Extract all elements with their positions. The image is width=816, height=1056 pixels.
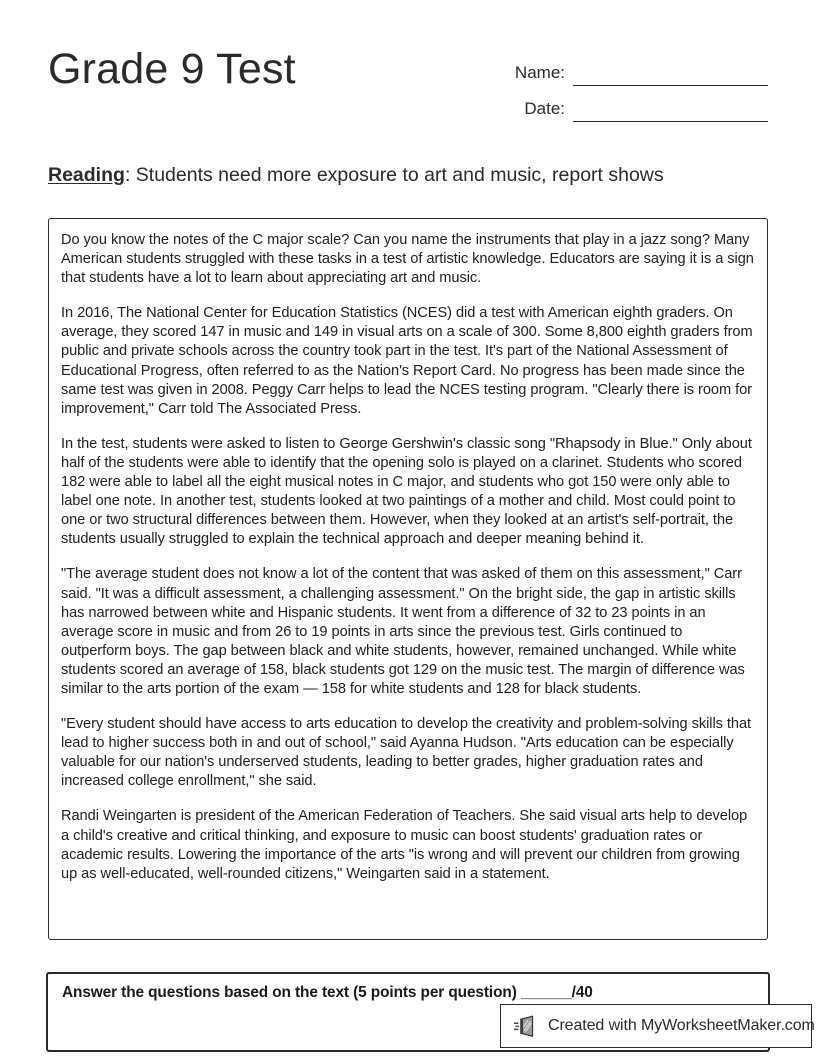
passage-paragraph: In 2016, The National Center for Education Statistics (NCES) did a test with American eighth graders. On average, they scored 147 in music and 149 in visual arts on a scale of 300. Some 8,800 eighth graders from public and private schools across the country took part in the test. It's part of the National Assessment of Educational Progress, often referred to as the Nation's Report Card. No progress has been made since the same test was given in 2008. Peggy Carr helps to lead the NCES testing program. "Clearly there is room for improvement," Carr told The Associated Press.: [61, 305, 753, 417]
student-info-fields: [458, 50, 768, 122]
date-field-row: [458, 86, 768, 122]
name-field-row: [458, 50, 768, 86]
passage-paragraph: "The average student does not know a lot of the content that was asked of them on this assessment," Carr said. "It was a difficult assessment, a challenging assessment." On the bright side, the gap in artistic skills has narrowed between white and Hispanic students. It went from a difference of 32 to 23 points in an average score in music and from 26 to 19 points in arts since the previous test. Girls continued to outperform boys. The gap between black and white students, however, remained unchanged. While white students scored an average of 158, black students got 129 on the music test. The margin of difference was similar to the arts portion of the exam — 158 for white students and 128 for black students.: [61, 566, 745, 697]
passage-paragraph: Randi Weingarten is president of the American Federation of Teachers. She said visual arts help to develop a child's creative and critical thinking, and exposure to music can boost students' graduation rates or academic results. Lowering the importance of the arts "is wrong and will prevent our children from growing up as well-educated, well-rounded citizens," Weingarten said in a statement.: [61, 808, 748, 882]
answer-instruction-text: Answer the questions based on the text (5 points per question) ______/40: [62, 984, 593, 1001]
section-separator: :: [124, 164, 136, 186]
page-title: Grade 9 Test: [48, 45, 296, 93]
passage-paragraph: Do you know the notes of the C major scale? Can you name the instruments that play in a jazz song? Many American students struggled with these tasks in a test of artistic knowledge. Educators are saying it is a sign that students have a lot to learn about appreciating art and music.: [61, 232, 754, 287]
date-input-line[interactable]: [573, 95, 768, 122]
watermark-text: Created with MyWorksheetMaker.com: [548, 1017, 815, 1034]
page-header: [48, 40, 768, 130]
passage-paragraph: In the test, students were asked to listen to George Gershwin's classic song "Rhapsody in Blue." Only about half of the students were able to identify that the opening solo is played on a clarinet. Students who scored 182 were able to label all the eight musical notes in C major, and students who got 150 were only able to label one note. In another test, students looked at two paintings of a mother and child. Most could point to one or two structural differences between them. However, when they looked at an artist's self-portrait, the students usually struggled to explain the technical approach and deeper meaning behind it.: [61, 435, 752, 548]
watermark-badge[interactable]: [500, 1004, 815, 1048]
date-label: Date:: [524, 99, 565, 118]
name-input-line[interactable]: [573, 59, 768, 86]
article-title: Students need more exposure to art and music, report shows: [135, 164, 664, 186]
section-keyword: Reading: [48, 164, 125, 186]
passage-paragraph: "Every student should have access to arts education to develop the creativity and problem-solving skills that lead to higher success both in and out of school," said Ayanna Hudson. "Arts education can be especially valuable for our nation's underserved students, leading to better grades, higher graduation rates and increased college enrollment," she said.: [61, 716, 752, 790]
worksheet-maker-logo-icon: [513, 1013, 539, 1039]
reading-section-heading: [48, 163, 778, 188]
name-label: Name:: [514, 63, 565, 82]
reading-passage-box: [48, 218, 768, 940]
